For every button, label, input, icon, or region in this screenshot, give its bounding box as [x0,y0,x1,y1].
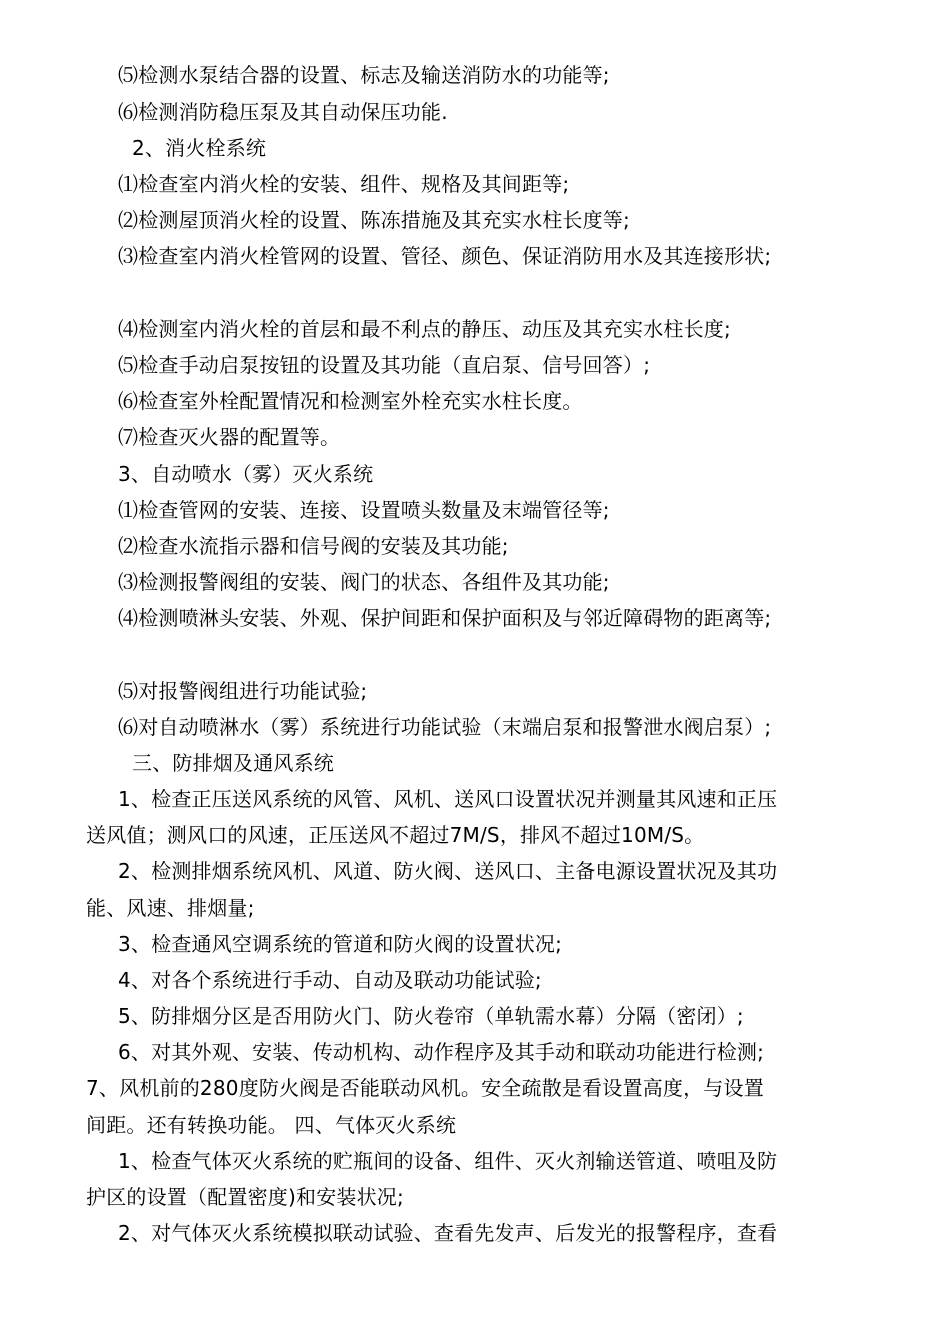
text-line: ⑷检测室内消火栓的首层和最不利点的静压、动压及其充实水柱长度; [118,317,731,341]
text-line: ⑵检测屋顶消火栓的设置、陈冻措施及其充实水柱长度等; [118,208,630,232]
text-line: ⑹检测消防稳压泵及其自动保压功能. [118,100,448,124]
text-line: ⑴检查室内消火栓的安装、组件、规格及其间距等; [118,172,570,196]
text-line: 1、检查正压送风系统的风管、风机、送风口设置状况并测量其风速和正压 [118,787,778,811]
text-line: 3、检查通风空调系统的管道和防火阀的设置状况; [118,932,563,956]
text-line: 4、对各个系统进行手动、自动及联动功能试验; [118,968,542,992]
text-line: ⑺检查灭火器的配置等。 [118,425,341,449]
text-line: 6、对其外观、安装、传动机构、动作程序及其手动和联动功能进行检测; [118,1040,765,1064]
text-line: 2、对气体灭火系统模拟联动试验、查看先发声、后发光的报警程序，查看 [118,1221,778,1245]
text-line: 护区的设置（配置密度)和安装状况; [86,1185,404,1209]
section-heading: 3、自动喷水（雾）灭火系统 [118,462,374,486]
text-line: ⑹检查室外栓配置情况和检测室外栓充实水柱长度。 [118,389,583,413]
text-line: 间距。还有转换功能。 四、气体灭火系统 [86,1113,457,1137]
text-line: 5、防排烟分区是否用防火门、防火卷帘（单轨需水幕）分隔（密闭）; [118,1004,744,1028]
section-heading: 三、防排烟及通风系统 [132,751,334,775]
text-line: 能、风速、排烟量; [86,896,255,920]
text-line: ⑶检测报警阀组的安装、阀门的状态、各组件及其功能; [118,570,610,594]
text-line: ⑹对自动喷淋水（雾）系统进行功能试验（末端启泵和报警泄水阀启泵）; [118,715,772,739]
text-line: 送风值；测风口的风速，正压送风不超过7M/S，排风不超过10M/S。 [86,823,705,847]
text-line: ⑸检查手动启泵按钮的设置及其功能（直启泵、信号回答）; [118,353,651,377]
text-line: 7、风机前的280度防火阀是否能联动风机。安全疏散是看设置高度，与设置 [86,1076,764,1100]
text-line: ⑴检查管网的安装、连接、设置喷头数量及末端管径等; [118,498,610,522]
text-line: ⑵检查水流指示器和信号阀的安装及其功能; [118,534,509,558]
text-line: ⑸对报警阀组进行功能试验; [118,679,368,703]
text-line: ⑸检测水泵结合器的设置、标志及输送消防水的功能等; [118,63,610,87]
text-line: 2、检测排烟系统风机、风道、防火阀、送风口、主备电源设置状况及其功 [118,859,778,883]
section-heading: 2、消火栓系统 [132,136,267,160]
text-line: ⑶检查室内消火栓管网的设置、管径、颜色、保证消防用水及其连接形状; [118,244,772,268]
text-line: 1、检查气体灭火系统的贮瓶间的设备、组件、灭火剂输送管道、喷咀及防 [118,1149,778,1173]
text-line: ⑷检测喷淋头安装、外观、保护间距和保护面积及与邻近障碍物的距离等; [118,606,772,630]
